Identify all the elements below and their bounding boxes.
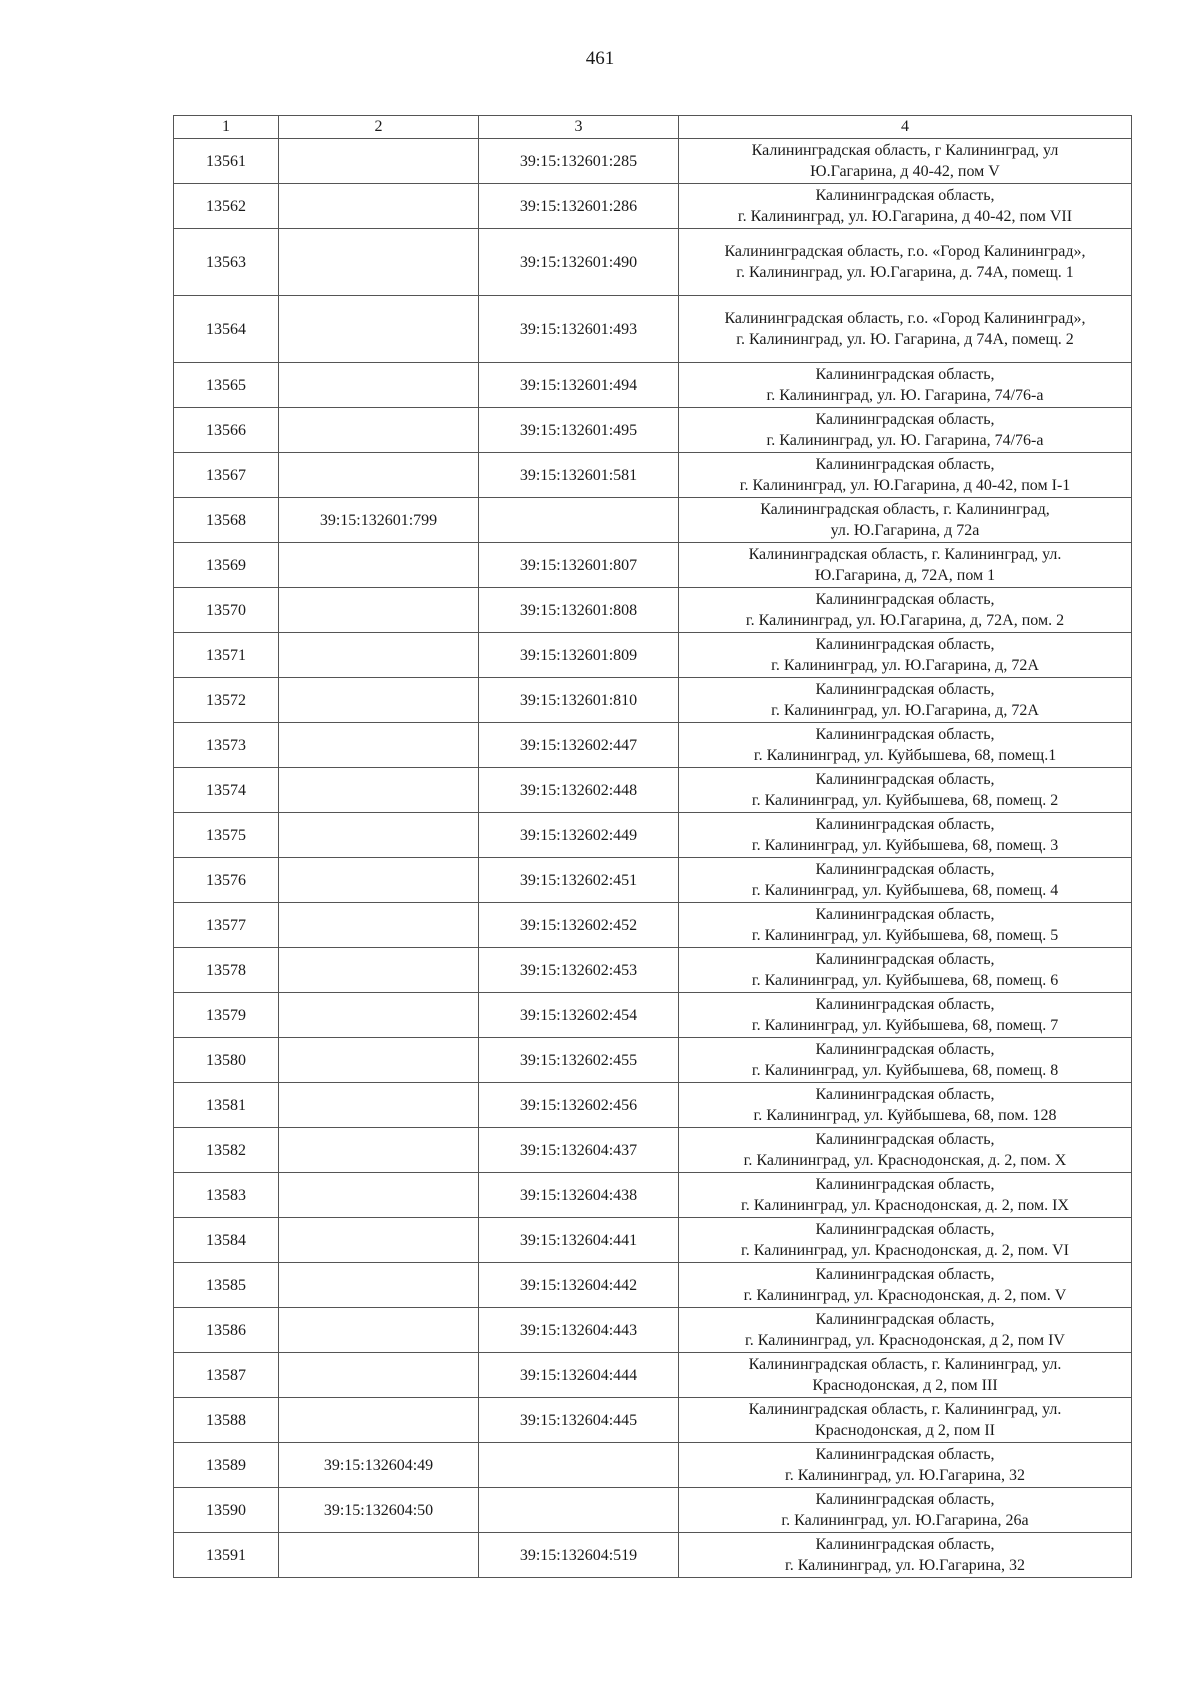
table-row: [174, 363, 1132, 408]
row-number-cell: 13577: [174, 903, 279, 948]
cadastral-number-cell-col3: 39:15:132602:452: [479, 903, 679, 948]
table-row: [174, 1443, 1132, 1488]
address-line: Калининградская область,: [815, 681, 995, 698]
table-row: [174, 1173, 1132, 1218]
cadastral-number-cell-col3: 39:15:132601:490: [479, 229, 679, 296]
table-row: [174, 408, 1132, 453]
cadastral-number-cell-col3: 39:15:132601:493: [479, 296, 679, 363]
cadastral-number-cell-col3: 39:15:132602:448: [479, 768, 679, 813]
column-header-4: 4: [679, 116, 1132, 139]
cadastral-number-cell-col2: [279, 993, 479, 1038]
cadastral-number-cell-col3: 39:15:132601:807: [479, 543, 679, 588]
cadastral-number-cell-col3: 39:15:132604:444: [479, 1353, 679, 1398]
cadastral-number-cell-col2: [279, 768, 479, 813]
address-cell: [679, 588, 1132, 633]
address-line: г. Калининград, ул. Ю.Гагарина, 32: [784, 1557, 1026, 1574]
address-line: Калининградская область,: [815, 771, 995, 788]
row-number-cell: 13591: [174, 1533, 279, 1578]
row-number-cell: 13574: [174, 768, 279, 813]
row-number-cell: 13578: [174, 948, 279, 993]
cadastral-number-cell-col3: 39:15:132604:442: [479, 1263, 679, 1308]
cadastral-number-cell-col3: 39:15:132601:808: [479, 588, 679, 633]
row-number-cell: 13587: [174, 1353, 279, 1398]
row-number-cell: 13561: [174, 139, 279, 184]
cadastral-number-cell-col2: [279, 1083, 479, 1128]
address-line: Калининградская область,: [815, 636, 995, 653]
address-line: Калининградская область,: [815, 816, 995, 833]
address-line: Калининградская область,: [815, 1446, 995, 1463]
address-cell: [679, 723, 1132, 768]
address-line: Калининградская область,: [815, 1536, 995, 1553]
table-row: [174, 1398, 1132, 1443]
address-line: Калининградская область,: [815, 456, 995, 473]
cadastral-number-cell-col2: [279, 1398, 479, 1443]
row-number-cell: 13579: [174, 993, 279, 1038]
cadastral-number-cell-col2: 39:15:132604:50: [279, 1488, 479, 1533]
cadastral-number-cell-col3: 39:15:132602:455: [479, 1038, 679, 1083]
address-line: Калининградская область,: [815, 1131, 995, 1148]
address-cell: [679, 139, 1132, 184]
cadastral-number-cell-col2: [279, 633, 479, 678]
cadastral-number-cell-col2: [279, 543, 479, 588]
row-number-cell: 13569: [174, 543, 279, 588]
table-row: [174, 139, 1132, 184]
column-header-1: 1: [174, 116, 279, 139]
address-cell: [679, 408, 1132, 453]
table-row: [174, 296, 1132, 363]
row-number-cell: 13567: [174, 453, 279, 498]
cadastral-number-cell-col3: 39:15:132601:581: [479, 453, 679, 498]
table-row: [174, 498, 1132, 543]
address-cell: [679, 813, 1132, 858]
address-cell: [679, 229, 1132, 296]
cadastral-number-cell-col2: [279, 1308, 479, 1353]
address-line: ул. Ю.Гагарина, д 72а: [830, 522, 980, 539]
address-line: Калининградская область,: [815, 1086, 995, 1103]
cadastral-number-cell-col2: [279, 408, 479, 453]
column-header-3: 3: [479, 116, 679, 139]
row-number-cell: 13583: [174, 1173, 279, 1218]
cadastral-number-cell-col3: 39:15:132601:495: [479, 408, 679, 453]
cadastral-number-cell-col2: [279, 296, 479, 363]
address-line: г. Калининград, ул. Краснодонская, д. 2, пом. VI: [741, 1242, 1069, 1259]
address-line: Калининградская область,: [815, 906, 995, 923]
address-cell: [679, 1308, 1132, 1353]
cadastral-number-cell-col2: [279, 948, 479, 993]
address-line: г. Калининград, ул. Куйбышева, 68, помещ.1: [753, 747, 1057, 764]
cadastral-number-cell-col2: [279, 363, 479, 408]
row-number-cell: 13570: [174, 588, 279, 633]
row-number-cell: 13562: [174, 184, 279, 229]
table-row: [174, 633, 1132, 678]
table-row: [174, 1488, 1132, 1533]
cadastral-number-cell-col2: [279, 858, 479, 903]
address-line: г. Калининград, ул. Краснодонская, д. 2, пом. IX: [741, 1197, 1069, 1214]
address-cell: [679, 768, 1132, 813]
table-row: [174, 993, 1132, 1038]
table-row: [174, 184, 1132, 229]
table-row: [174, 1218, 1132, 1263]
address-line: г. Калининград, ул. Куйбышева, 68, помещ. 5: [751, 927, 1059, 944]
address-line: Калининградская область, г. Калининград, ул.: [748, 1401, 1062, 1418]
table-row: [174, 768, 1132, 813]
cadastral-number-cell-col3: 39:15:132601:809: [479, 633, 679, 678]
table-row: [174, 1083, 1132, 1128]
address-line: г. Калининград, ул. Ю. Гагарина, 74/76-а: [766, 387, 1044, 404]
address-cell: [679, 678, 1132, 723]
address-cell: [679, 948, 1132, 993]
address-line: г. Калининград, ул. Краснодонская, д. 2, пом. X: [743, 1152, 1067, 1169]
address-line: г. Калининград, ул. Ю.Гагарина, д 40-42, пом VII: [737, 208, 1073, 225]
row-number-cell: 13582: [174, 1128, 279, 1173]
address-cell: [679, 1488, 1132, 1533]
cadastral-number-cell-col3: [479, 498, 679, 543]
cadastral-number-cell-col2: [279, 1173, 479, 1218]
address-line: Калининградская область,: [815, 187, 995, 204]
table-row: [174, 678, 1132, 723]
address-cell: [679, 1443, 1132, 1488]
row-number-cell: 13586: [174, 1308, 279, 1353]
address-line: г. Калининград, ул. Ю.Гагарина, д. 74А, помещ. 1: [736, 264, 1074, 281]
address-cell: [679, 858, 1132, 903]
address-line: г. Калининград, ул. Краснодонская, д 2, пом IV: [745, 1332, 1065, 1349]
table-row: [174, 453, 1132, 498]
table-row: [174, 1038, 1132, 1083]
address-line: Калининградская область,: [815, 861, 995, 878]
property-registry-table: [173, 115, 1132, 1578]
cadastral-number-cell-col2: [279, 1263, 479, 1308]
cadastral-number-cell-col3: 39:15:132602:454: [479, 993, 679, 1038]
address-line: г. Калининград, ул. Куйбышева, 68, помещ. 8: [751, 1062, 1059, 1079]
table-row: [174, 1533, 1132, 1578]
address-line: г. Калининград, ул. Ю.Гагарина, д 40-42, пом I-1: [739, 477, 1071, 494]
address-cell: [679, 184, 1132, 229]
address-line: Калининградская область,: [815, 726, 995, 743]
address-line: г. Калининград, ул. Ю. Гагарина, 74/76-а: [766, 432, 1044, 449]
row-number-cell: 13571: [174, 633, 279, 678]
address-line: Калининградская область,: [815, 411, 995, 428]
cadastral-number-cell-col3: 39:15:132602:453: [479, 948, 679, 993]
address-line: Ю.Гагарина, д, 72А, пом 1: [814, 567, 996, 584]
table-row: [174, 588, 1132, 633]
address-line: г. Калининград, ул. Ю.Гагарина, 26а: [781, 1512, 1029, 1529]
row-number-cell: 13584: [174, 1218, 279, 1263]
cadastral-number-cell-col2: 39:15:132604:49: [279, 1443, 479, 1488]
cadastral-number-cell-col3: 39:15:132602:456: [479, 1083, 679, 1128]
cadastral-number-cell-col3: 39:15:132601:494: [479, 363, 679, 408]
row-number-cell: 13589: [174, 1443, 279, 1488]
cadastral-number-cell-col2: [279, 723, 479, 768]
address-line: г. Калининград, ул. Ю.Гагарина, д, 72А: [771, 657, 1039, 674]
cadastral-number-cell-col2: [279, 813, 479, 858]
address-line: г. Калининград, ул. Куйбышева, 68, пом. 128: [753, 1107, 1057, 1124]
table-body: [174, 139, 1132, 1578]
cadastral-number-cell-col3: 39:15:132602:447: [479, 723, 679, 768]
address-cell: [679, 543, 1132, 588]
row-number-cell: 13572: [174, 678, 279, 723]
cadastral-number-cell-col3: [479, 1443, 679, 1488]
address-cell: [679, 296, 1132, 363]
address-line: Калининградская область,: [815, 996, 995, 1013]
table-row: [174, 543, 1132, 588]
address-line: Калининградская область, г.о. «Город Калининград»,: [724, 243, 1086, 260]
address-line: Калининградская область, г. Калининград, ул.: [748, 546, 1062, 563]
address-line: Краснодонская, д 2, пом II: [815, 1422, 995, 1439]
cadastral-number-cell-col2: [279, 1038, 479, 1083]
address-line: Калининградская область,: [815, 1266, 995, 1283]
table-row: [174, 858, 1132, 903]
cadastral-number-cell-col3: 39:15:132604:443: [479, 1308, 679, 1353]
address-cell: [679, 1128, 1132, 1173]
row-number-cell: 13564: [174, 296, 279, 363]
cadastral-number-cell-col2: [279, 1128, 479, 1173]
address-line: г. Калининград, ул. Ю.Гагарина, д, 72А: [771, 702, 1039, 719]
table-row: [174, 903, 1132, 948]
address-line: Калининградская область, г. Калининград, ул.: [748, 1356, 1062, 1373]
address-line: Ю.Гагарина, д 40-42, пом V: [810, 163, 1000, 180]
cadastral-number-cell-col3: 39:15:132601:285: [479, 139, 679, 184]
row-number-cell: 13563: [174, 229, 279, 296]
address-cell: [679, 1218, 1132, 1263]
address-cell: [679, 993, 1132, 1038]
address-cell: [679, 1398, 1132, 1443]
cadastral-number-cell-col2: 39:15:132601:799: [279, 498, 479, 543]
address-line: Калининградская область,: [815, 591, 995, 608]
cadastral-number-cell-col3: 39:15:132602:451: [479, 858, 679, 903]
address-cell: [679, 1533, 1132, 1578]
address-cell: [679, 1083, 1132, 1128]
address-line: г. Калининград, ул. Ю.Гагарина, 32: [784, 1467, 1026, 1484]
page-number: 461: [585, 48, 615, 69]
address-cell: [679, 1263, 1132, 1308]
cadastral-number-cell-col3: 39:15:132604:519: [479, 1533, 679, 1578]
table-row: [174, 1128, 1132, 1173]
row-number-cell: 13580: [174, 1038, 279, 1083]
row-number-cell: 13581: [174, 1083, 279, 1128]
address-line: Калининградская область,: [815, 1311, 995, 1328]
address-line: г. Калининград, ул. Куйбышева, 68, помещ. 3: [751, 837, 1059, 854]
address-line: Калининградская область,: [815, 1491, 995, 1508]
cadastral-number-cell-col2: [279, 139, 479, 184]
cadastral-number-cell-col3: 39:15:132604:441: [479, 1218, 679, 1263]
address-cell: [679, 363, 1132, 408]
address-line: Калининградская область,: [815, 366, 995, 383]
address-line: Калининградская область,: [815, 1041, 995, 1058]
address-cell: [679, 903, 1132, 948]
cadastral-number-cell-col2: [279, 903, 479, 948]
row-number-cell: 13590: [174, 1488, 279, 1533]
cadastral-number-cell-col2: [279, 1533, 479, 1578]
table-row: [174, 229, 1132, 296]
table-row: [174, 813, 1132, 858]
cadastral-number-cell-col2: [279, 1218, 479, 1263]
address-line: Калининградская область, г. Калининград,: [760, 501, 1050, 518]
address-line: г. Калининград, ул. Краснодонская, д. 2, пом. V: [743, 1287, 1067, 1304]
row-number-cell: 13568: [174, 498, 279, 543]
address-line: Калининградская область,: [815, 951, 995, 968]
address-cell: [679, 453, 1132, 498]
cadastral-number-cell-col2: [279, 588, 479, 633]
cadastral-number-cell-col3: 39:15:132602:449: [479, 813, 679, 858]
table-row: [174, 1353, 1132, 1398]
address-line: г. Калининград, ул. Ю. Гагарина, д 74А, помещ. 2: [736, 331, 1074, 348]
cadastral-number-cell-col2: [279, 1353, 479, 1398]
table-row: [174, 948, 1132, 993]
address-line: Калининградская область, г Калининград, ул: [751, 142, 1059, 159]
address-line: г. Калининград, ул. Куйбышева, 68, помещ. 6: [751, 972, 1059, 989]
address-line: г. Калининград, ул. Ю.Гагарина, д, 72А, пом. 2: [745, 612, 1065, 629]
address-cell: [679, 1038, 1132, 1083]
address-line: г. Калининград, ул. Куйбышева, 68, помещ. 7: [751, 1017, 1059, 1034]
address-cell: [679, 1173, 1132, 1218]
address-line: г. Калининград, ул. Куйбышева, 68, помещ. 4: [751, 882, 1059, 899]
address-line: Калининградская область, г.о. «Город Калининград»,: [724, 310, 1086, 327]
cadastral-number-cell-col3: 39:15:132601:286: [479, 184, 679, 229]
row-number-cell: 13588: [174, 1398, 279, 1443]
address-cell: [679, 498, 1132, 543]
table-row: [174, 1263, 1132, 1308]
table-row: [174, 723, 1132, 768]
address-cell: [679, 1353, 1132, 1398]
cadastral-number-cell-col2: [279, 678, 479, 723]
cadastral-number-cell-col2: [279, 229, 479, 296]
address-line: Калининградская область,: [815, 1176, 995, 1193]
cadastral-number-cell-col3: [479, 1488, 679, 1533]
row-number-cell: 13576: [174, 858, 279, 903]
header-row: [174, 116, 1132, 139]
row-number-cell: 13573: [174, 723, 279, 768]
cadastral-number-cell-col3: 39:15:132601:810: [479, 678, 679, 723]
address-line: г. Калининград, ул. Куйбышева, 68, помещ. 2: [751, 792, 1059, 809]
address-line: Калининградская область,: [815, 1221, 995, 1238]
cadastral-number-cell-col3: 39:15:132604:438: [479, 1173, 679, 1218]
row-number-cell: 13565: [174, 363, 279, 408]
cadastral-number-cell-col3: 39:15:132604:437: [479, 1128, 679, 1173]
row-number-cell: 13575: [174, 813, 279, 858]
address-line: Краснодонская, д 2, пом III: [812, 1377, 998, 1394]
cadastral-number-cell-col3: 39:15:132604:445: [479, 1398, 679, 1443]
table-row: [174, 1308, 1132, 1353]
cadastral-number-cell-col2: [279, 453, 479, 498]
row-number-cell: 13585: [174, 1263, 279, 1308]
address-cell: [679, 633, 1132, 678]
cadastral-number-cell-col2: [279, 184, 479, 229]
row-number-cell: 13566: [174, 408, 279, 453]
column-header-2: 2: [279, 116, 479, 139]
